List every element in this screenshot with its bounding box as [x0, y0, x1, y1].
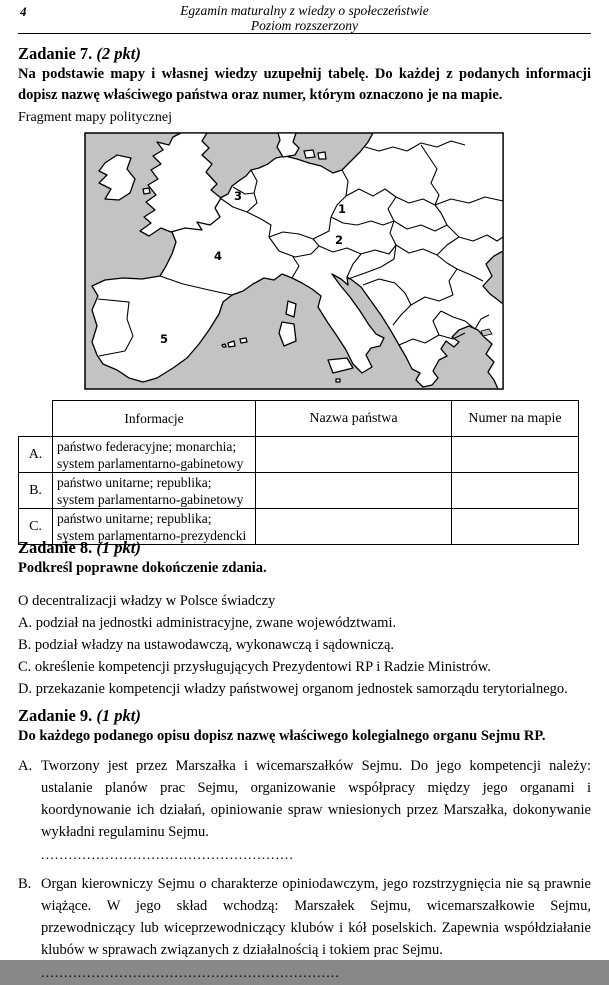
- table-corner-cell: [19, 401, 53, 437]
- option-text: podział władzy na ustawodawczą, wykonawczą i sądowniczą.: [34, 637, 395, 653]
- task8-heading: [18, 538, 591, 558]
- item-text: Organ kierowniczy Sejmu o charakterze opiniodawczym, jego rozstrzygnięcia nie są prawnie wiążące. W jego skład wchodzą: Marszałek Sejmu, wicemarszałkowie Sejmu, przewodniczący lub wiceprzewodniczący klubów i kół poselskich. Zapewnia współdziałanie klubów w sprawach związanych z działalnością i tokiem prac Sejmu.: [41, 876, 591, 958]
- task8-points: (1 pkt): [96, 538, 141, 557]
- task9-item-b: [18, 873, 591, 961]
- map-label-5: 5: [159, 332, 169, 346]
- island-corsica: [286, 301, 296, 317]
- task7-table: [18, 400, 579, 545]
- option-text: określenie kompetencji przysługujących Prezydentowi RP i Radzie Ministrów.: [34, 659, 491, 675]
- task9-item-a: [18, 755, 591, 843]
- row-info: państwo federacyjne; monarchia; system parlamentarno-gabinetowy: [53, 437, 256, 473]
- page-number: 4: [20, 4, 27, 19]
- item-text: Tworzony jest przez Marszałka i wicemarszałków Sejmu. Do jego kompetencji należy: ustalanie planów prac Sejmu, organizowanie współpracy między jego organami i koordynowanie ich działań, opiniowanie spraw wniesionych przez Marszałka, dokonywanie wykładni regulaminu Sejmu.: [41, 758, 591, 840]
- task9-heading: [18, 706, 591, 726]
- option-label: D.: [18, 681, 33, 697]
- option-label: B.: [18, 637, 32, 653]
- map-label-2: 2: [334, 233, 344, 247]
- island-small-1: [222, 344, 226, 347]
- row-info: państwo unitarne; republika; system parlamentarno-gabinetowy: [53, 473, 256, 509]
- task8-instruction: Podkreśl poprawne dokończenie zdania.: [18, 560, 267, 576]
- europe-political-map: [85, 133, 503, 389]
- task8-heading-label: Zadanie 8.: [18, 538, 93, 557]
- map-svg: [85, 133, 503, 389]
- map-caption: Fragment mapy politycznej: [18, 110, 172, 125]
- danish-island-1: [304, 150, 315, 158]
- answer-line-a[interactable]: .......................................................: [41, 848, 294, 863]
- option-label: C.: [18, 659, 32, 675]
- task9-instruction: Do każdego podanego opisu dopisz nazwę właściwego kolegialnego organu Sejmu RP.: [18, 728, 546, 744]
- column-header-info: Informacje: [53, 401, 256, 437]
- task7-heading: [18, 44, 591, 64]
- option-text: podział na jednostki administracyjne, zwane województwami.: [35, 615, 397, 631]
- header-title: Egzamin maturalny z wiedzy o społeczeństwie: [180, 3, 429, 18]
- option-b[interactable]: [18, 634, 591, 656]
- page-header: [0, 3, 609, 33]
- task8-stem: O decentralizacji władzy w Polsce świadczy: [18, 593, 276, 609]
- map-label-4: 4: [213, 249, 223, 263]
- task8-section: [18, 538, 591, 700]
- task7-section: [18, 44, 591, 106]
- option-a[interactable]: [18, 612, 591, 634]
- task9-section: [18, 706, 591, 985]
- header-rule: [18, 33, 591, 34]
- task9-points: (1 pkt): [96, 706, 141, 725]
- island-malta: [336, 379, 340, 382]
- map-label-3: 3: [233, 189, 243, 203]
- task7-heading-label: Zadanie 7.: [18, 44, 93, 63]
- island-balearic-2: [240, 338, 247, 343]
- option-text: przekazanie kompetencji władzy państwowej organom jednostek samorządu terytorialnego.: [35, 681, 568, 697]
- task7-instruction: Na podstawie mapy i własnej wiedzy uzupełnij tabelę. Do każdej z podanych informacji dopisz nazwę właściwego państwa oraz numer, którym oznaczono je na mapie.: [18, 66, 591, 103]
- table-row: [19, 473, 579, 509]
- map-label-1: 1: [337, 202, 347, 216]
- island-man: [143, 188, 150, 194]
- column-header-country: Nazwa państwa: [256, 401, 452, 437]
- table-row: [19, 437, 579, 473]
- option-d[interactable]: [18, 678, 591, 700]
- answer-cell-country-a[interactable]: [256, 437, 452, 473]
- column-header-number: Numer na mapie: [452, 401, 579, 437]
- header-subtitle: Poziom rozszerzony: [250, 18, 359, 33]
- table-header-row: [19, 401, 579, 437]
- answer-cell-country-b[interactable]: [256, 473, 452, 509]
- danish-island-2: [318, 152, 326, 159]
- option-label: A.: [18, 615, 33, 631]
- row-label: C.: [19, 509, 53, 545]
- item-label: B.: [18, 876, 32, 892]
- answer-cell-number-a[interactable]: [452, 437, 579, 473]
- item-label: A.: [18, 758, 33, 774]
- option-c[interactable]: [18, 656, 591, 678]
- answer-cell-number-b[interactable]: [452, 473, 579, 509]
- answer-line-b[interactable]: .................................................................: [41, 966, 340, 981]
- row-label: A.: [19, 437, 53, 473]
- task9-heading-label: Zadanie 9.: [18, 706, 93, 725]
- row-label: B.: [19, 473, 53, 509]
- task7-points: (2 pkt): [96, 44, 141, 63]
- row-info: państwo unitarne; republika; system parlamentarno-prezydencki: [53, 509, 256, 545]
